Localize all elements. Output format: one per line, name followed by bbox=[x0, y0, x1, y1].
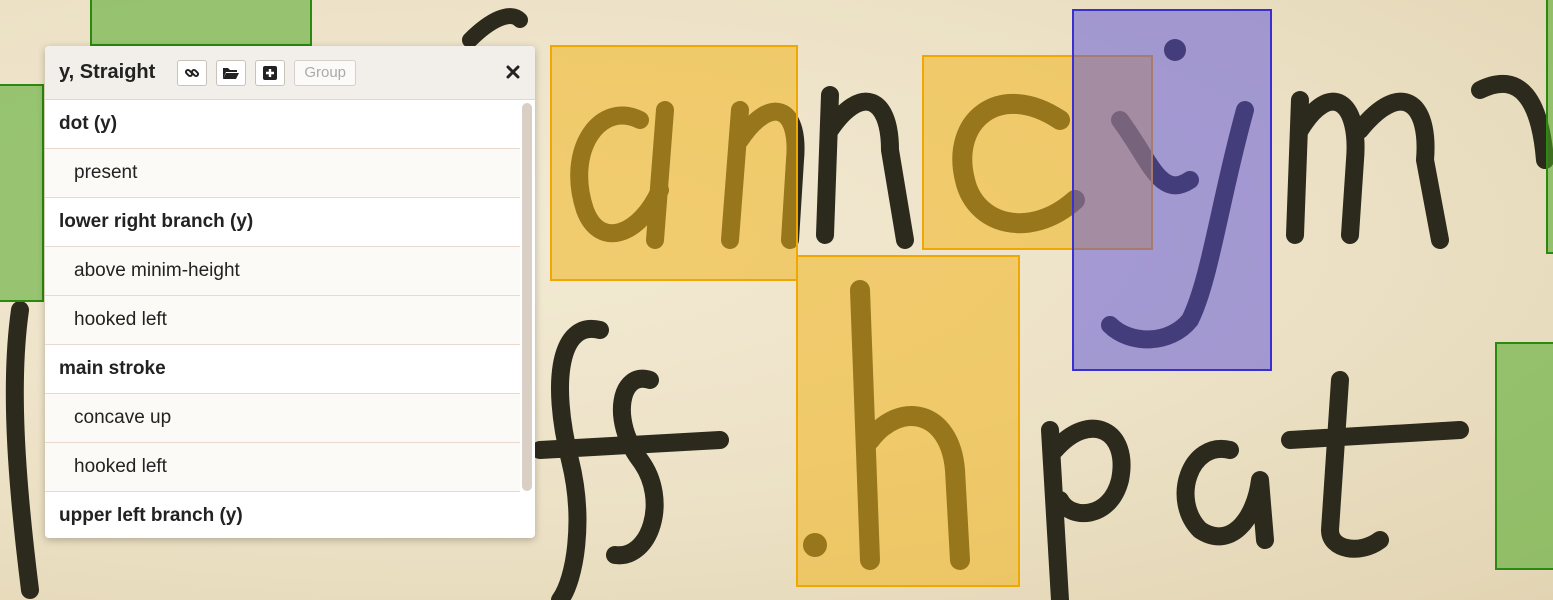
close-icon bbox=[505, 64, 521, 80]
plus-square-icon bbox=[262, 65, 278, 81]
category-main-stroke: main stroke bbox=[45, 345, 520, 394]
panel-title: y, Straight bbox=[59, 61, 156, 83]
annotation-box-selected-y[interactable] bbox=[1072, 9, 1272, 371]
group-button[interactable]: Group bbox=[294, 60, 356, 86]
glyph-top-left-stroke bbox=[470, 16, 520, 40]
close-button[interactable] bbox=[505, 60, 521, 86]
link-button[interactable] bbox=[177, 60, 207, 86]
feature-list bbox=[45, 100, 535, 538]
option-hooked-left-branch[interactable]: hooked left bbox=[45, 296, 520, 345]
annotation-box-green-right-top[interactable] bbox=[1546, 0, 1553, 254]
annotation-box-green-right-bottom[interactable] bbox=[1495, 342, 1553, 570]
folder-open-icon bbox=[222, 66, 240, 80]
option-concave-up[interactable]: concave up bbox=[45, 394, 520, 443]
category-dot-y: dot (y) bbox=[45, 100, 520, 149]
annotation-box-green-top[interactable] bbox=[90, 0, 312, 46]
annotation-box-orange-h[interactable] bbox=[796, 255, 1020, 587]
panel-header bbox=[45, 46, 535, 100]
glyph-n-2 bbox=[825, 95, 905, 240]
category-upper-left-branch: upper left branch (y) bbox=[45, 492, 520, 538]
link-icon bbox=[184, 65, 200, 81]
option-above-minim-height[interactable]: above minim-height bbox=[45, 247, 520, 296]
list-scrollbar[interactable] bbox=[522, 103, 532, 491]
glyph-a-2 bbox=[1186, 449, 1265, 540]
open-folder-button[interactable] bbox=[216, 60, 246, 86]
glyph-p bbox=[1050, 429, 1122, 600]
feature-panel bbox=[45, 46, 535, 538]
category-lower-right-branch: lower right branch (y) bbox=[45, 198, 520, 247]
glyph-t bbox=[1290, 380, 1460, 549]
option-present[interactable]: present bbox=[45, 149, 520, 198]
annotation-box-green-left[interactable] bbox=[0, 84, 44, 302]
glyph-partial-top bbox=[1480, 84, 1545, 160]
annotation-box-orange-an[interactable] bbox=[550, 45, 798, 281]
glyph-m bbox=[1295, 100, 1440, 240]
glyph-s bbox=[615, 379, 655, 556]
option-hooked-left-stroke[interactable]: hooked left bbox=[45, 443, 520, 492]
add-button[interactable] bbox=[255, 60, 285, 86]
